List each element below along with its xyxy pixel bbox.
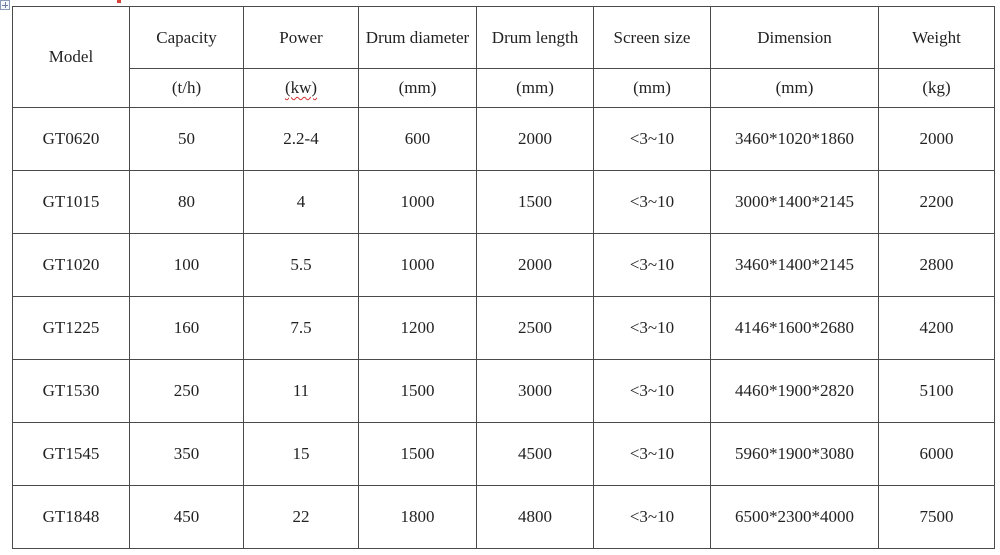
cell-weight: 7500	[879, 486, 995, 549]
table-row	[13, 171, 995, 234]
cell-drum-diameter: 1500	[359, 423, 477, 486]
cell-dimension: 4146*1600*2680	[711, 297, 879, 360]
cell-screen-size: <3~10	[594, 360, 711, 423]
cell-weight: 2000	[879, 108, 995, 171]
cell-capacity: 160	[130, 297, 244, 360]
cell-capacity: 450	[130, 486, 244, 549]
cell-screen-size: <3~10	[594, 423, 711, 486]
cell-dimension: 4460*1900*2820	[711, 360, 879, 423]
cell-dimension: 3460*1400*2145	[711, 234, 879, 297]
unit-drum-length: (mm)	[477, 69, 594, 108]
table-row	[13, 297, 995, 360]
unit-power	[244, 69, 359, 108]
cell-drum-length: 2500	[477, 297, 594, 360]
cell-weight: 2800	[879, 234, 995, 297]
cell-dimension: 6500*2300*4000	[711, 486, 879, 549]
cell-drum-diameter: 1500	[359, 360, 477, 423]
cell-dimension: 5960*1900*3080	[711, 423, 879, 486]
cell-drum-length: 2000	[477, 234, 594, 297]
cell-model: GT1225	[13, 297, 130, 360]
cell-power: 4	[244, 171, 359, 234]
cell-screen-size: <3~10	[594, 108, 711, 171]
cell-weight: 5100	[879, 360, 995, 423]
header-screen-size: Screen size	[594, 7, 711, 69]
cell-weight: 2200	[879, 171, 995, 234]
cell-power: 2.2-4	[244, 108, 359, 171]
table-anchor-icon[interactable]	[0, 0, 10, 10]
header-row	[13, 7, 995, 69]
unit-row	[13, 69, 995, 108]
cell-screen-size: <3~10	[594, 234, 711, 297]
cell-capacity: 100	[130, 234, 244, 297]
cell-drum-length: 1500	[477, 171, 594, 234]
cell-model: GT0620	[13, 108, 130, 171]
cell-power: 22	[244, 486, 359, 549]
cell-screen-size: <3~10	[594, 486, 711, 549]
cell-screen-size: <3~10	[594, 297, 711, 360]
cell-model: GT1020	[13, 234, 130, 297]
cell-capacity: 350	[130, 423, 244, 486]
cell-dimension: 3460*1020*1860	[711, 108, 879, 171]
cell-drum-length: 2000	[477, 108, 594, 171]
header-model: Model	[13, 7, 130, 108]
cell-drum-length: 4500	[477, 423, 594, 486]
cell-drum-diameter: 1000	[359, 171, 477, 234]
cell-capacity: 250	[130, 360, 244, 423]
cell-model: GT1848	[13, 486, 130, 549]
cell-power: 5.5	[244, 234, 359, 297]
cell-power: 15	[244, 423, 359, 486]
table-row	[13, 108, 995, 171]
cell-drum-diameter: 600	[359, 108, 477, 171]
table-row	[13, 360, 995, 423]
cell-drum-diameter: 1800	[359, 486, 477, 549]
cell-dimension: 3000*1400*2145	[711, 171, 879, 234]
header-weight: Weight	[879, 7, 995, 69]
table-row	[13, 234, 995, 297]
cell-drum-length: 4800	[477, 486, 594, 549]
red-mark	[117, 0, 121, 3]
cell-capacity: 50	[130, 108, 244, 171]
cell-drum-diameter: 1000	[359, 234, 477, 297]
cell-model: GT1015	[13, 171, 130, 234]
cell-power: 11	[244, 360, 359, 423]
unit-power-text: (kw)	[284, 78, 318, 97]
cell-model: GT1530	[13, 360, 130, 423]
header-dimension: Dimension	[711, 7, 879, 69]
header-drum-diameter: Drum diameter	[359, 7, 477, 69]
unit-capacity: (t/h)	[130, 69, 244, 108]
cell-screen-size: <3~10	[594, 171, 711, 234]
table-row	[13, 486, 995, 549]
unit-drum-diameter: (mm)	[359, 69, 477, 108]
cell-power: 7.5	[244, 297, 359, 360]
cell-weight: 4200	[879, 297, 995, 360]
header-drum-length: Drum length	[477, 7, 594, 69]
unit-dimension: (mm)	[711, 69, 879, 108]
unit-weight: (kg)	[879, 69, 995, 108]
unit-screen-size: (mm)	[594, 69, 711, 108]
spec-table	[12, 6, 995, 549]
cell-capacity: 80	[130, 171, 244, 234]
header-power: Power	[244, 7, 359, 69]
cell-drum-length: 3000	[477, 360, 594, 423]
cell-drum-diameter: 1200	[359, 297, 477, 360]
table-row	[13, 423, 995, 486]
cell-model: GT1545	[13, 423, 130, 486]
header-capacity: Capacity	[130, 7, 244, 69]
cell-weight: 6000	[879, 423, 995, 486]
